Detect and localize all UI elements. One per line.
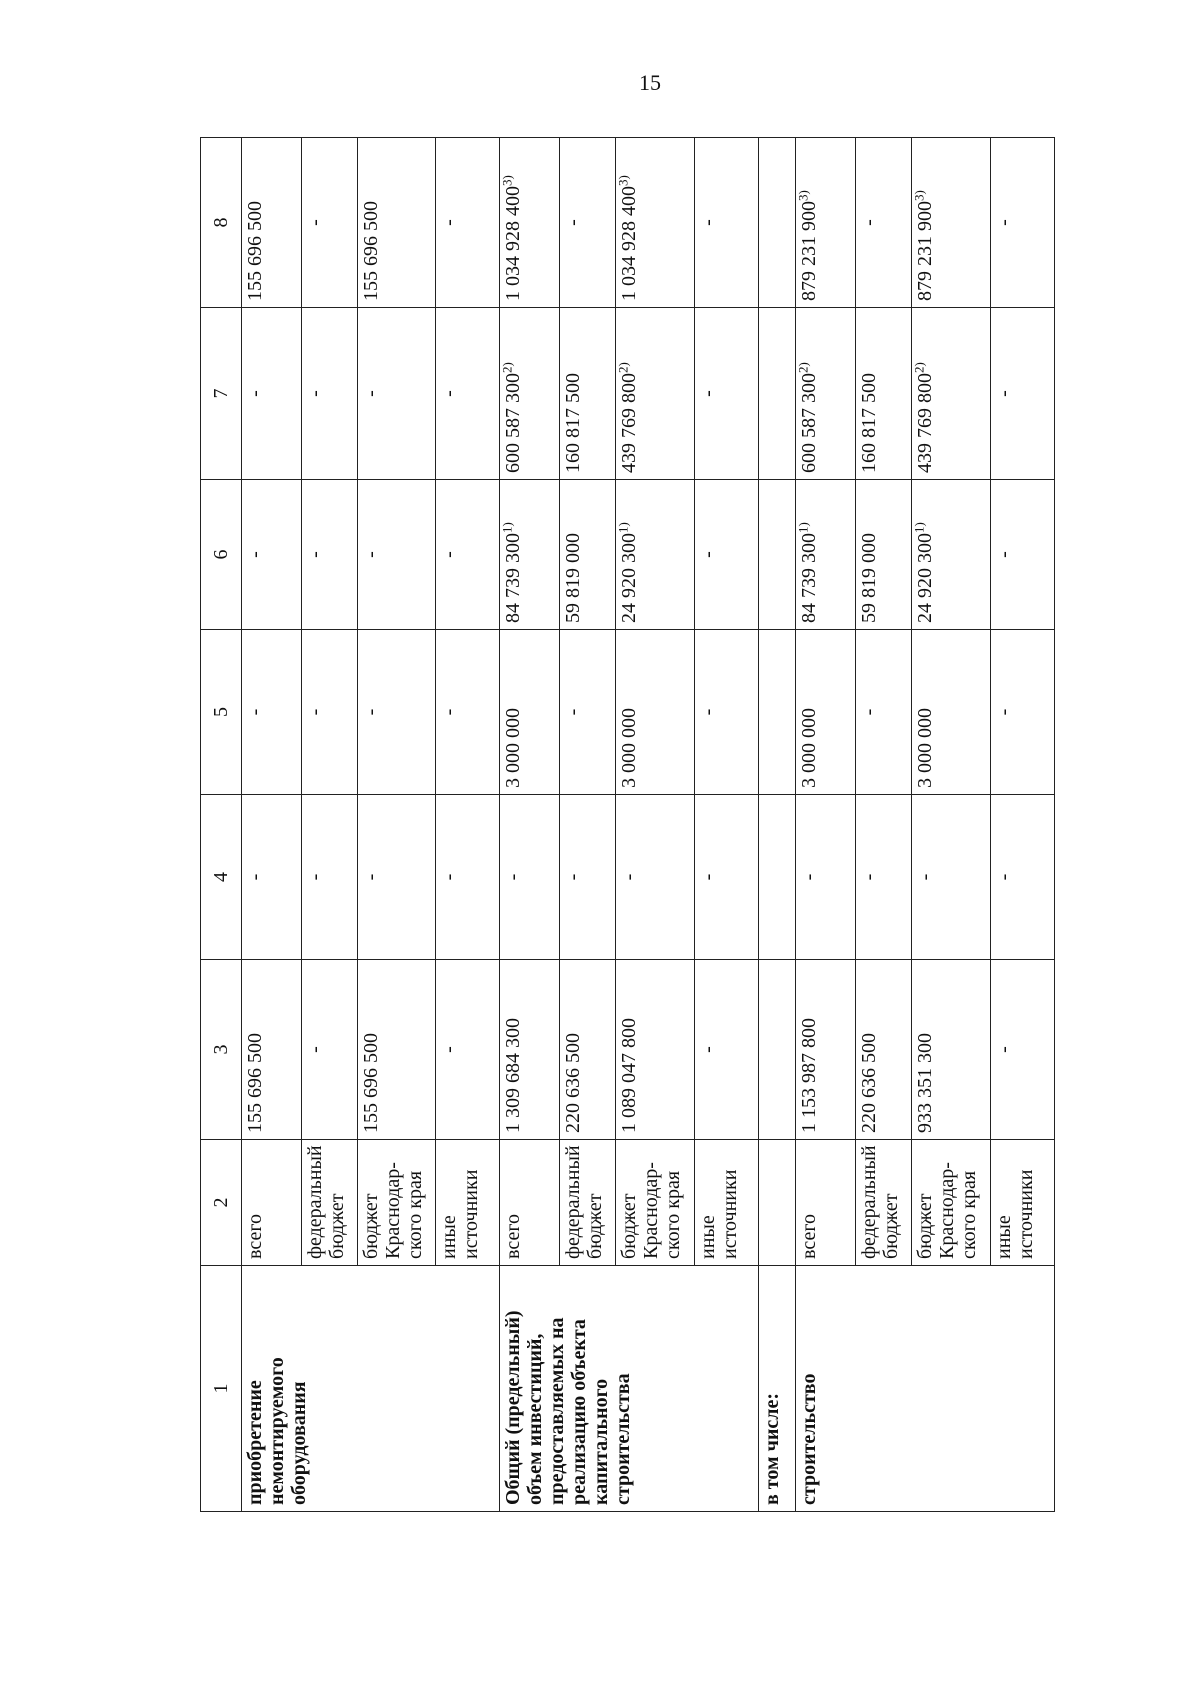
col5-value: -: [694, 630, 758, 795]
empty-cell: [758, 630, 796, 795]
col7-value: 600 587 300$^{2)}$: [796, 308, 856, 480]
footnote-marker: 3): [795, 190, 811, 201]
funding-source: иные источники: [990, 1140, 1054, 1266]
col6-value: -: [436, 480, 500, 630]
col5-value: 3 000 000: [912, 630, 990, 795]
col4-value: -: [990, 795, 1054, 960]
empty-cell: [758, 1140, 796, 1266]
col3-value: 1 089 047 800: [616, 960, 694, 1140]
col8-value: 879 231 900$^{3)}$: [796, 138, 856, 308]
column-header: 6: [201, 480, 242, 630]
rotated-table-container: [200, 138, 1055, 1512]
col5-value: -: [560, 630, 616, 795]
funding-source: всего: [500, 1140, 560, 1266]
col8-value: 155 696 500: [357, 138, 435, 308]
column-header: 4: [201, 795, 242, 960]
col4-value: -: [912, 795, 990, 960]
col8-value: -: [436, 138, 500, 308]
col7-value: 160 817 500: [856, 308, 912, 480]
col8-value: -: [560, 138, 616, 308]
col4-value: -: [560, 795, 616, 960]
col6-value: -: [357, 480, 435, 630]
column-header: 7: [201, 308, 242, 480]
col3-value: 220 636 500: [856, 960, 912, 1140]
col7-value: -: [990, 308, 1054, 480]
column-header: 2: [201, 1140, 242, 1266]
funding-source: федеральный бюджет: [856, 1140, 912, 1266]
footnote-marker: 1): [795, 522, 811, 533]
col3-value: 155 696 500: [357, 960, 435, 1140]
funding-source: иные источники: [436, 1140, 500, 1266]
section-title: Общий (предельный) объем инвестиций, предоставляемых на реализацию объекта капитального строительства: [500, 1266, 758, 1512]
col3-value: 155 696 500: [242, 960, 302, 1140]
col5-value: -: [301, 630, 357, 795]
col3-value: -: [436, 960, 500, 1140]
column-header: 5: [201, 630, 242, 795]
empty-cell: [758, 480, 796, 630]
page-number: 15: [639, 70, 661, 95]
col7-value: -: [436, 308, 500, 480]
funding-source: иные источники: [694, 1140, 758, 1266]
col7-value: -: [694, 308, 758, 480]
empty-cell: [758, 138, 796, 308]
col4-value: -: [301, 795, 357, 960]
col6-value: -: [242, 480, 302, 630]
table-row: [500, 138, 560, 1512]
section-title: приобретение немонтируемого оборудования: [242, 1266, 500, 1512]
footnote-marker: 3): [499, 175, 515, 186]
col6-value: -: [694, 480, 758, 630]
col3-value: -: [990, 960, 1054, 1140]
col7-value: 439 769 800$^{2)}$: [912, 308, 990, 480]
col6-value: -: [301, 480, 357, 630]
table-row: [796, 138, 856, 1512]
funding-source: всего: [796, 1140, 856, 1266]
col8-value: -: [990, 138, 1054, 308]
col8-value: -: [301, 138, 357, 308]
footnote-marker: 1): [615, 522, 631, 533]
col5-value: 3 000 000: [796, 630, 856, 795]
col4-value: -: [796, 795, 856, 960]
col7-value: -: [357, 308, 435, 480]
footnote-marker: 2): [499, 362, 515, 373]
col4-value: -: [357, 795, 435, 960]
col3-value: 933 351 300: [912, 960, 990, 1140]
column-header: 8: [201, 138, 242, 308]
column-header: 3: [201, 960, 242, 1140]
funding-source: бюджет Краснодар-ского края: [912, 1140, 990, 1266]
subheading: в том числе:: [758, 1266, 796, 1512]
col5-value: 3 000 000: [500, 630, 560, 795]
col6-value: 59 819 000: [560, 480, 616, 630]
footnote-marker: 2): [911, 362, 927, 373]
col5-value: -: [436, 630, 500, 795]
empty-cell: [758, 960, 796, 1140]
col4-value: -: [856, 795, 912, 960]
section-title: строительство: [796, 1266, 1055, 1512]
empty-cell: [758, 308, 796, 480]
funding-source: всего: [242, 1140, 302, 1266]
col4-value: -: [242, 795, 302, 960]
empty-cell: [758, 795, 796, 960]
col4-value: -: [500, 795, 560, 960]
col5-value: 3 000 000: [616, 630, 694, 795]
col5-value: -: [357, 630, 435, 795]
funding-source: федеральный бюджет: [301, 1140, 357, 1266]
col6-value: 84 739 300$^{1)}$: [796, 480, 856, 630]
col3-value: 1 309 684 300: [500, 960, 560, 1140]
investment-table: [200, 137, 1055, 1512]
column-header: 1: [201, 1266, 242, 1512]
footnote-marker: 2): [795, 362, 811, 373]
funding-source: бюджет Краснодар-ского края: [357, 1140, 435, 1266]
col6-value: -: [990, 480, 1054, 630]
col4-value: -: [616, 795, 694, 960]
col6-value: 84 739 300$^{1)}$: [500, 480, 560, 630]
col5-value: -: [242, 630, 302, 795]
footnote-marker: 3): [911, 190, 927, 201]
col6-value: 24 920 300$^{1)}$: [912, 480, 990, 630]
col6-value: 59 819 000: [856, 480, 912, 630]
col3-value: 220 636 500: [560, 960, 616, 1140]
col8-value: 155 696 500: [242, 138, 302, 308]
col7-value: -: [242, 308, 302, 480]
col7-value: -: [301, 308, 357, 480]
col7-value: 439 769 800$^{2)}$: [616, 308, 694, 480]
col3-value: -: [301, 960, 357, 1140]
col4-value: -: [694, 795, 758, 960]
footnote-marker: 2): [615, 362, 631, 373]
col4-value: -: [436, 795, 500, 960]
col8-value: 1 034 928 400$^{3)}$: [616, 138, 694, 308]
footnote-marker: 1): [499, 522, 515, 533]
col3-value: 1 153 987 800: [796, 960, 856, 1140]
col6-value: 24 920 300$^{1)}$: [616, 480, 694, 630]
col3-value: -: [694, 960, 758, 1140]
col8-value: -: [856, 138, 912, 308]
col7-value: 600 587 300$^{2)}$: [500, 308, 560, 480]
header-row: [201, 138, 242, 1512]
col5-value: -: [856, 630, 912, 795]
col8-value: -: [694, 138, 758, 308]
col7-value: 160 817 500: [560, 308, 616, 480]
table-row: [242, 138, 302, 1512]
subheading-row: [758, 138, 796, 1512]
funding-source: бюджет Краснодар-ского края: [616, 1140, 694, 1266]
col5-value: -: [990, 630, 1054, 795]
footnote-marker: 3): [615, 175, 631, 186]
funding-source: федеральный бюджет: [560, 1140, 616, 1266]
col8-value: 879 231 900$^{3)}$: [912, 138, 990, 308]
footnote-marker: 1): [911, 522, 927, 533]
col8-value: 1 034 928 400$^{3)}$: [500, 138, 560, 308]
